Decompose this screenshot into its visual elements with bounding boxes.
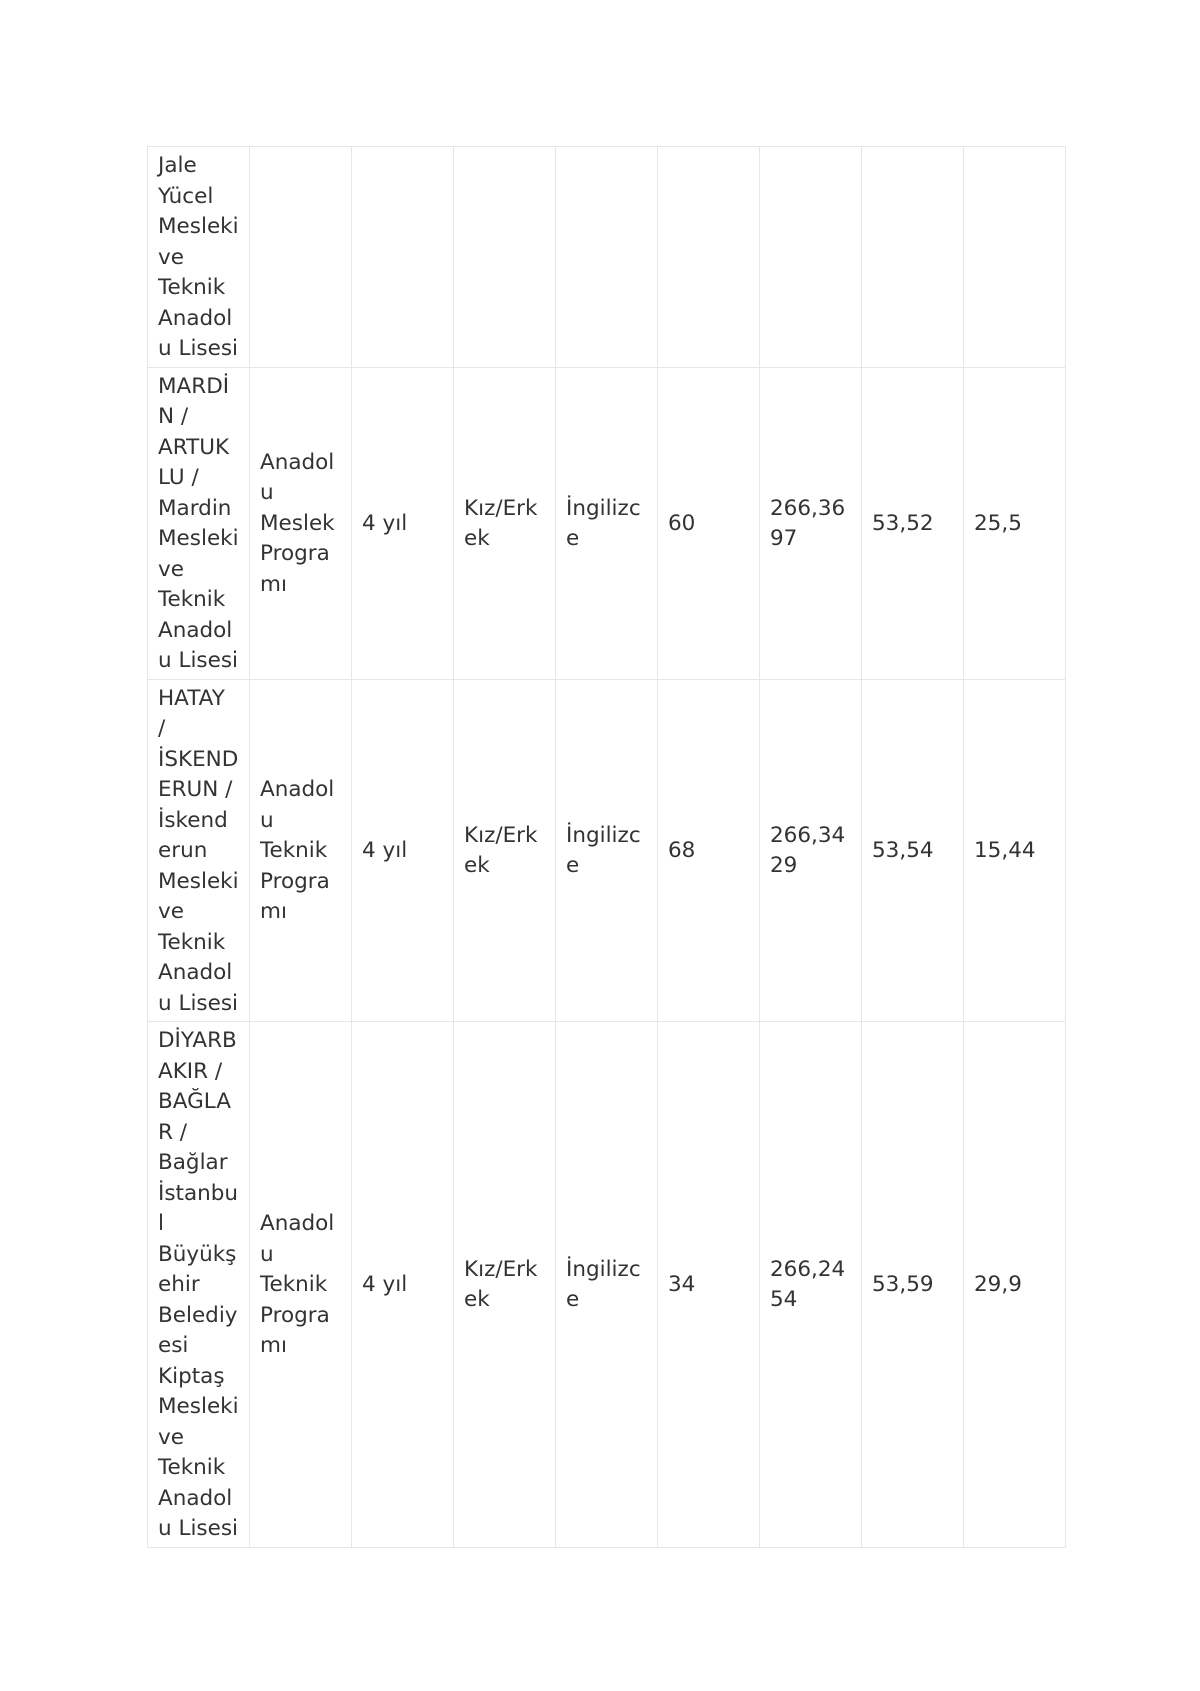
score-cell (760, 147, 862, 368)
table-row (148, 679, 1066, 1022)
school-cell: HATAY / İSKEND ERUN / İskend erun Mesleki ve Teknik Anadol u Lisesi (148, 679, 250, 1022)
value-cell: 25,5 (964, 367, 1066, 679)
school-table (147, 146, 1066, 1548)
quota-cell: 34 (658, 1022, 760, 1548)
program-cell: Anadol u Teknik Progra mı (250, 679, 352, 1022)
value-cell: 53,59 (862, 1022, 964, 1548)
score-cell: 266,34 29 (760, 679, 862, 1022)
school-cell: MARDİ N / ARTUK LU / Mardin Mesleki ve Teknik Anadol u Lisesi (148, 367, 250, 679)
value-cell: 15,44 (964, 679, 1066, 1022)
value-cell: 29,9 (964, 1022, 1066, 1548)
language-cell (556, 147, 658, 368)
school-cell: DİYARB AKIR / BAĞLA R / Bağlar İstanbu l Büyükş ehir Belediy esi Kiptaş Mesleki ve Teknik Anadol u Lisesi (148, 1022, 250, 1548)
value-cell (862, 147, 964, 368)
duration-cell (352, 147, 454, 368)
table-row (148, 367, 1066, 679)
duration-cell: 4 yıl (352, 1022, 454, 1548)
quota-cell: 68 (658, 679, 760, 1022)
program-cell (250, 147, 352, 368)
gender-cell (454, 147, 556, 368)
gender-cell: Kız/Erk ek (454, 1022, 556, 1548)
gender-cell: Kız/Erk ek (454, 367, 556, 679)
value-cell: 53,52 (862, 367, 964, 679)
duration-cell: 4 yıl (352, 679, 454, 1022)
score-cell: 266,36 97 (760, 367, 862, 679)
language-cell: İngilizc e (556, 1022, 658, 1548)
program-cell: Anadol u Meslek Progra mı (250, 367, 352, 679)
table-row (148, 1022, 1066, 1548)
quota-cell: 60 (658, 367, 760, 679)
language-cell: İngilizc e (556, 367, 658, 679)
duration-cell: 4 yıl (352, 367, 454, 679)
value-cell: 53,54 (862, 679, 964, 1022)
score-cell: 266,24 54 (760, 1022, 862, 1548)
gender-cell: Kız/Erk ek (454, 679, 556, 1022)
language-cell: İngilizc e (556, 679, 658, 1022)
school-cell: Jale Yücel Mesleki ve Teknik Anadol u Lisesi (148, 147, 250, 368)
table-row (148, 147, 1066, 368)
program-cell: Anadol u Teknik Progra mı (250, 1022, 352, 1548)
value-cell (964, 147, 1066, 368)
quota-cell (658, 147, 760, 368)
